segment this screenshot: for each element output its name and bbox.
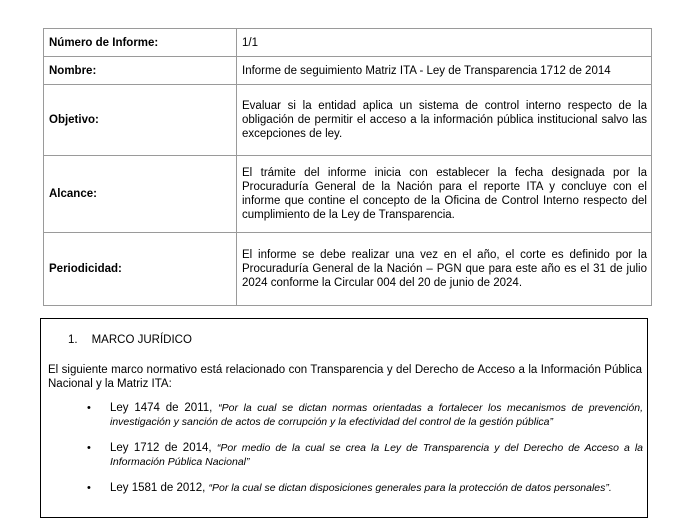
section-number: 1.	[68, 334, 78, 346]
law-name: Ley 1712 de 2014,	[110, 442, 217, 454]
list-item	[41, 481, 647, 495]
row-value: Informe de seguimiento Matriz ITA - Ley de Transparencia 1712 de 2014	[237, 57, 652, 85]
table-row	[44, 156, 652, 233]
table-row	[44, 57, 652, 85]
law-description: “Por la cual se dictan disposiciones generales para la protección de datos personales”.	[208, 482, 612, 494]
row-label: Nombre:	[44, 57, 237, 85]
law-name: Ley 1474 de 2011,	[110, 402, 219, 414]
table-row	[44, 233, 652, 306]
row-value: Evaluar si la entidad aplica un sistema de control interno respecto de la obligación de permitir el acceso a la información pública institucional salvo las excepciones de ley.	[237, 85, 652, 156]
section-intro: El siguiente marco normativo está relacionado con Transparencia y del Derecho de Acceso a la Información Pública Nacional y la Matriz ITA:	[48, 364, 642, 390]
list-item	[41, 401, 647, 429]
table-row	[44, 85, 652, 156]
section-title: MARCO JURÍDICO	[91, 334, 192, 346]
row-label: Alcance:	[44, 156, 237, 233]
law-name: Ley 1581 de 2012,	[110, 482, 209, 494]
row-value: El informe se debe realizar una vez en el año, el corte es definido por la Procuraduría General de la Nación – PGN que para este año es el 31 de julio 2024 conforme la Circular 004 del 20 de junio de 2024.	[237, 233, 652, 306]
row-value: 1/1	[237, 29, 652, 57]
legal-framework-section	[40, 318, 648, 518]
bullet-icon: •	[87, 402, 91, 414]
row-value: El trámite del informe inicia con establecer la fecha designada por la Procuraduría General de la Nación para el reporte ITA y concluye con el informe que contine el concepto de la Oficina de Control Interno respecto del cumplimiento de la Ley de Transparencia.	[237, 156, 652, 233]
list-item	[41, 441, 647, 469]
report-info-table	[43, 28, 652, 306]
bullet-icon: •	[87, 442, 91, 454]
row-label: Número de Informe:	[44, 29, 237, 57]
table-row	[44, 29, 652, 57]
bullet-icon: •	[87, 482, 91, 494]
law-description: “Por medio de la cual se crea la Ley de Transparencia y del Derecho de Acceso a la Información Pública Nacional”	[110, 442, 643, 468]
row-label: Objetivo:	[44, 85, 237, 156]
section-heading	[68, 334, 192, 346]
row-label: Periodicidad:	[44, 233, 237, 306]
laws-list	[41, 401, 647, 507]
law-description: “Por la cual se dictan normas orientadas a fortalecer los mecanismos de prevención, investigación y sanción de actos de corrupción y la efectividad del control de la gestión pública”	[110, 402, 643, 428]
